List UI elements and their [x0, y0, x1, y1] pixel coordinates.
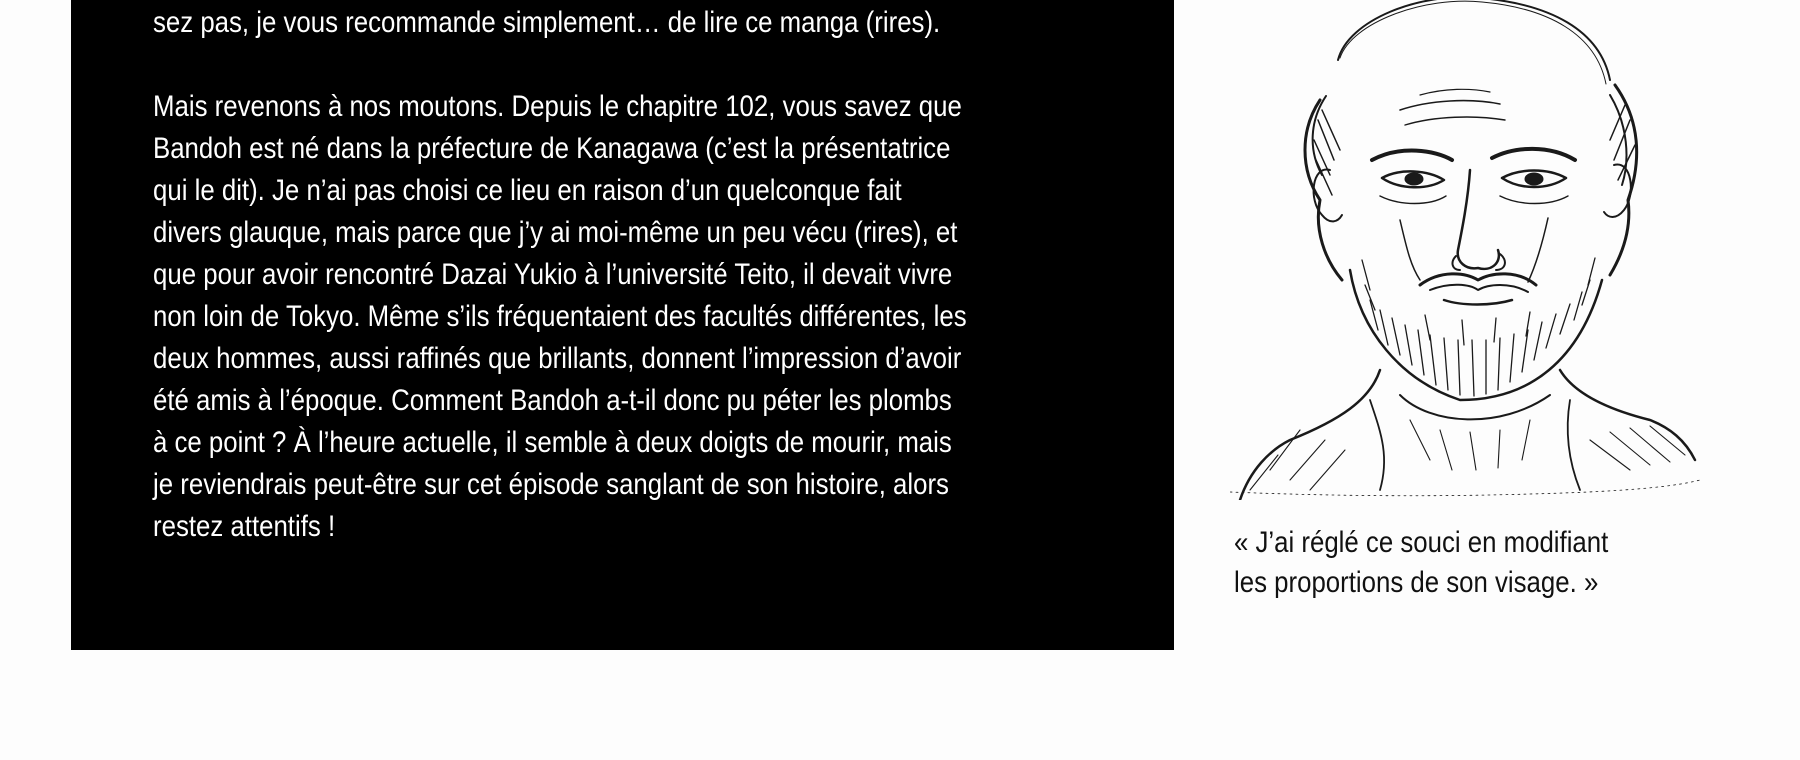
illustration-caption	[1234, 523, 1664, 603]
text-line: divers glauque, mais parce que j’y ai moi-même un peu vécu (rires), et	[153, 216, 958, 249]
caption-line: les proportions de son visage. »	[1234, 566, 1599, 599]
text-line: je reviendrais peut-être sur cet épisode sanglant de son histoire, alors	[153, 468, 949, 501]
text-line: non loin de Tokyo. Même s’ils fréquentaient des facultés différentes, les	[153, 300, 967, 333]
commentary-text	[153, 0, 1110, 548]
text-line: à ce point ? À l’heure actuelle, il semble à deux doigts de mourir, mais	[153, 426, 952, 459]
commentary-panel	[71, 0, 1174, 650]
text-line: que pour avoir rencontré Dazai Yukio à l’université Teito, il devait vivre	[153, 258, 953, 291]
caption-line: « J’ai réglé ce souci en modifiant	[1234, 526, 1609, 559]
text-line: Mais revenons à nos moutons. Depuis le chapitre 102, vous savez que	[153, 90, 962, 123]
text-line: restez attentifs !	[153, 510, 336, 543]
bearded-man-sketch	[1230, 0, 1700, 500]
text-line: qui le dit). Je n’ai pas choisi ce lieu en raison d’un quelconque fait	[153, 174, 902, 207]
text-line: été amis à l’époque. Comment Bandoh a-t-il donc pu péter les plombs	[153, 384, 952, 417]
text-line: deux hommes, aussi raffinés que brillants, donnent l’impression d’avoir	[153, 342, 962, 375]
text-line: Bandoh est né dans la préfecture de Kanagawa (c’est la présentatrice	[153, 132, 951, 165]
text-line: sez pas, je vous recommande simplement… de lire ce manga (rires).	[153, 6, 941, 39]
